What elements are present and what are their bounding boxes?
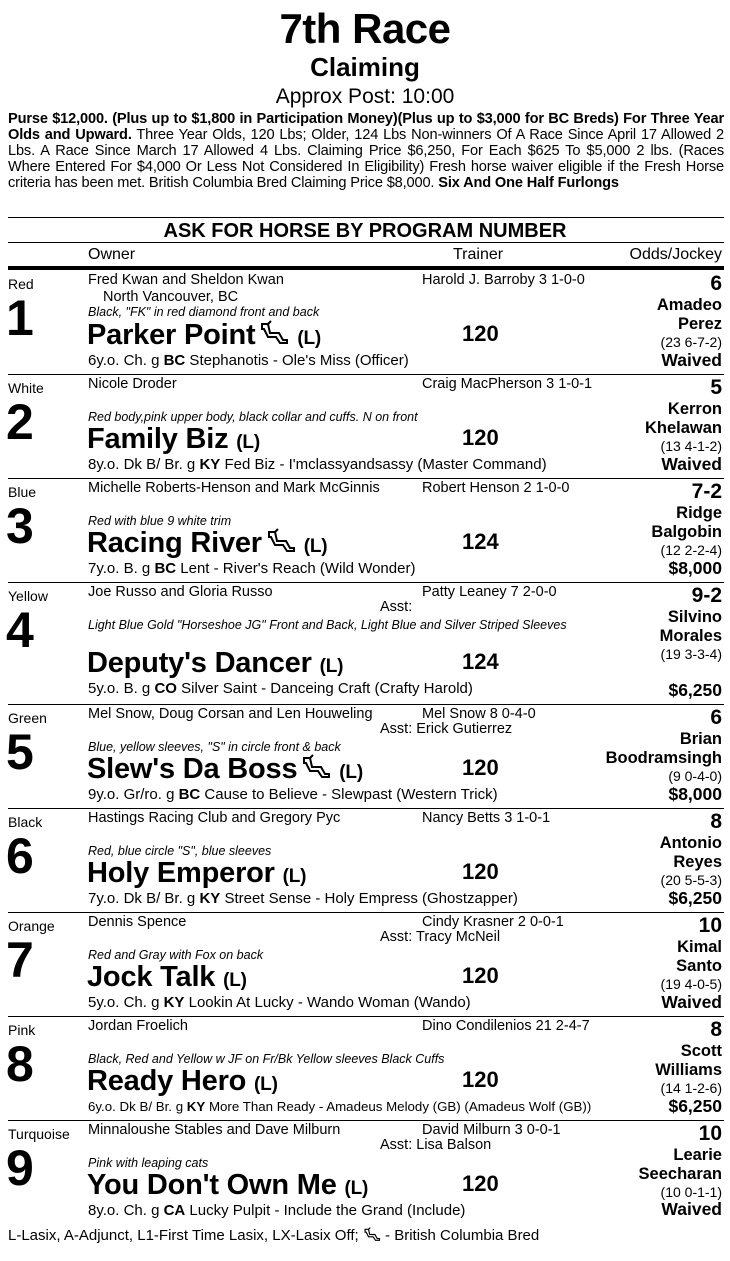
program-number: 8 — [6, 1036, 34, 1092]
horse-name-line — [87, 646, 343, 684]
jockey-stats: (9 0-4-0) — [668, 768, 722, 784]
jockey-last-name: Morales — [659, 627, 722, 645]
weight: 120 — [462, 425, 499, 450]
saddle-cloth-color: Blue — [8, 484, 37, 500]
jockey-last-name: Perez — [677, 315, 722, 333]
pedigree-age-sex: 7y.o. B. g — [88, 560, 155, 577]
horse-name-line — [87, 1168, 368, 1206]
pedigree-state-bred: KY — [186, 1099, 206, 1114]
claiming-price: Waived — [661, 992, 722, 1012]
jockey-last-name: Balgobin — [651, 523, 722, 541]
jockey-first-name: Scott — [680, 1042, 722, 1060]
jockey-stats: (23 6-7-2) — [660, 334, 722, 350]
pedigree-sire-dam: Stephanotis - Ole's Miss (Officer) — [185, 352, 409, 369]
jockey-stats: (14 1-2-6) — [660, 1080, 722, 1096]
horse-name: Family Biz — [87, 423, 229, 455]
silks-description: Light Blue Gold "Horseshoe JG" Front and Back, Light Blue and Silver Striped Sleeves — [88, 618, 567, 632]
entry-separator — [8, 808, 724, 809]
race-title: 7th Race — [279, 5, 451, 52]
pedigree-state-bred: BC — [178, 786, 201, 803]
pedigree-sire-dam: More Than Ready - Amadeus Melody (GB) (Amadeus Wolf (GB)) — [205, 1099, 592, 1114]
owner-name: Mel Snow, Doug Corsan and Len Houweling — [88, 706, 373, 722]
silks-description: Blue, yellow sleeves, "S" in circle front & back — [88, 740, 341, 754]
conditions-text: Three Year Olds, 120 Lbs; Older, 124 Lbs Non-winners Of A Race Since April 17 Allowed 2 Lbs. A Race Since March 17 Allowed 4 Lbs. Claiming Price $6,250, For Each $625 To $5,000 2 lbs. (Races Where Entered For $4,000 Or Less Not Considered In Eligibility) Fresh horse waiver eligible if the Fresh Horse criteria has been met. British Columbia Bred Claiming Price $8,000. — [8, 127, 724, 191]
pedigree — [88, 890, 518, 907]
pedigree-sire-dam: Lucky Pulpit - Include the Grand (Include) — [185, 1202, 466, 1219]
morning-line-odds: 6 — [710, 706, 722, 729]
horse-name: Racing River — [87, 527, 262, 559]
horse-name: You Don't Own Me — [87, 1169, 337, 1201]
jockey-stats: (10 0-1-1) — [660, 1184, 722, 1200]
saddle-cloth-color: Red — [8, 276, 34, 292]
program-number: 5 — [6, 724, 34, 780]
program-number: 1 — [6, 290, 34, 346]
horse-name-line — [87, 526, 327, 564]
pedigree-age-sex: 8y.o. Dk B/ Br. g — [88, 456, 200, 473]
pedigree-age-sex: 7y.o. Dk B/ Br. g — [88, 890, 200, 907]
bc-bred-legend: - British Columbia Bred — [380, 1227, 540, 1244]
assistant-trainer: Asst: Lisa Balson — [380, 1137, 492, 1153]
entry-row — [0, 582, 730, 704]
medication: (L) — [223, 970, 247, 991]
owner-name: Jordan Froelich — [88, 1018, 188, 1034]
medication-legend: L-Lasix, A-Adjunct, L1-First Time Lasix, LX-Lasix Off; — [8, 1227, 359, 1244]
program-number: 9 — [6, 1140, 34, 1196]
claiming-price: Waived — [661, 1199, 722, 1219]
entry-row — [0, 704, 730, 808]
pedigree-age-sex: 6y.o. Ch. g — [88, 352, 164, 369]
pedigree-sire-dam: Silver Saint - Danceing Craft (Crafty Harold) — [176, 680, 473, 697]
pedigree-state-bred: CA — [163, 1202, 186, 1219]
horse-name-line — [87, 856, 306, 894]
saddle-cloth-color: Orange — [8, 918, 55, 934]
pedigree — [88, 352, 409, 369]
weight: 120 — [462, 755, 499, 780]
bc-bred-icon — [266, 528, 296, 554]
silks-description: Red and Gray with Fox on back — [88, 948, 264, 962]
silks-description: Black, Red and Yellow w JF on Fr/Bk Yellow sleeves Black Cuffs — [88, 1052, 445, 1066]
jockey-stats: (19 3-3-4) — [660, 646, 722, 662]
pedigree-state-bred: KY — [199, 890, 221, 907]
owner-name: Joe Russo and Gloria Russo — [88, 584, 273, 600]
jockey-first-name: Learie — [673, 1146, 722, 1164]
entry-row — [0, 1120, 730, 1223]
medication: (L) — [282, 866, 307, 887]
saddle-cloth-color: White — [8, 380, 44, 396]
weight: 120 — [462, 963, 499, 988]
saddle-cloth-color: Pink — [8, 1022, 36, 1038]
entry-separator — [8, 1016, 724, 1017]
pedigree-sire-dam: Lookin At Lucky - Wando Woman (Wando) — [184, 994, 471, 1011]
owner-name: Dennis Spence — [88, 914, 187, 930]
header-rule — [8, 217, 724, 218]
jockey-last-name: Boodramsingh — [605, 749, 722, 767]
weight: 120 — [462, 1171, 499, 1196]
entry-separator — [8, 478, 724, 479]
horse-name: Parker Point — [87, 319, 256, 351]
assistant-trainer: Asst: — [380, 599, 413, 615]
claiming-price: $8,000 — [668, 784, 722, 804]
pedigree-state-bred: KY — [163, 994, 185, 1011]
entry-row — [0, 270, 730, 374]
owner-name: Michelle Roberts-Henson and Mark McGinnis — [88, 480, 380, 496]
horse-name-line — [87, 752, 363, 790]
horse-name: Ready Hero — [87, 1065, 247, 1097]
morning-line-odds: 8 — [710, 1018, 722, 1041]
jockey-first-name: Kimal — [677, 938, 722, 956]
silks-description: Red, blue circle "S", blue sleeves — [88, 844, 272, 858]
medication: (L) — [303, 536, 328, 557]
owner-location: North Vancouver, BC — [103, 289, 239, 305]
morning-line-odds: 5 — [710, 376, 722, 399]
medication: (L) — [344, 1178, 369, 1199]
bc-bred-icon — [363, 1227, 381, 1242]
horse-name-line — [87, 1064, 278, 1102]
owner-name: Minnaloushe Stables and Dave Milburn — [88, 1122, 341, 1138]
pedigree-state-bred: BC — [154, 560, 177, 577]
morning-line-odds: 6 — [710, 272, 722, 295]
entry-row — [0, 374, 730, 478]
medication: (L) — [254, 1074, 278, 1095]
claiming-price: Waived — [661, 350, 722, 370]
pedigree-sire-dam: Street Sense - Holy Empress (Ghostzapper) — [220, 890, 518, 907]
trainer-name: Dino Condilenios 21 2-4-7 — [422, 1018, 590, 1034]
banner-rule — [8, 242, 724, 243]
pedigree-age-sex: 6y.o. Dk B/ Br. g — [88, 1099, 187, 1114]
jockey-last-name: Seecharan — [638, 1165, 722, 1183]
morning-line-odds: 7-2 — [691, 480, 722, 503]
pedigree-state-bred: BC — [163, 352, 186, 369]
medication: (L) — [319, 656, 344, 677]
entry-separator — [8, 374, 724, 375]
bc-bred-icon — [301, 754, 331, 780]
owner-name: Fred Kwan and Sheldon Kwan — [88, 272, 284, 288]
saddle-cloth-color: Yellow — [8, 588, 48, 604]
weight: 120 — [462, 321, 499, 346]
trainer-name: Mel Snow 8 0-4-0 — [422, 706, 536, 722]
horse-name-line — [87, 422, 260, 460]
bc-bred-icon — [259, 320, 289, 346]
entry-separator — [8, 1120, 724, 1121]
jockey-last-name: Reyes — [673, 853, 722, 871]
jockey-last-name: Santo — [676, 957, 722, 975]
medication: (L) — [339, 762, 363, 783]
pedigree-sire-dam: Cause to Believe - Slewpast (Western Trick) — [200, 786, 498, 803]
horse-name: Deputy's Dancer — [87, 647, 312, 679]
horse-name: Jock Talk — [87, 961, 216, 993]
owner-name: Hastings Racing Club and Gregory Pyc — [88, 810, 341, 826]
morning-line-odds: 8 — [710, 810, 722, 833]
medication: (L) — [297, 328, 321, 349]
jockey-first-name: Kerron — [667, 400, 722, 418]
pedigree — [88, 994, 471, 1011]
pedigree-age-sex: 9y.o. Gr/ro. g — [88, 786, 179, 803]
pedigree — [88, 1202, 465, 1219]
assistant-trainer: Asst: Tracy McNeil — [380, 929, 501, 945]
pedigree-age-sex: 5y.o. Ch. g — [88, 994, 164, 1011]
entry-row — [0, 478, 730, 582]
entry-separator — [8, 582, 724, 583]
entry-row — [0, 808, 730, 912]
saddle-cloth-color: Green — [8, 710, 47, 726]
weight: 124 — [462, 529, 499, 554]
claiming-price: Waived — [661, 454, 722, 474]
pedigree — [88, 786, 498, 803]
program-number: 7 — [6, 932, 34, 988]
entry-row — [0, 1016, 730, 1120]
morning-line-odds: 9-2 — [691, 584, 722, 607]
trainer-name: Robert Henson 2 1-0-0 — [422, 480, 570, 496]
weight: 120 — [462, 1067, 499, 1092]
weight: 124 — [462, 649, 499, 674]
pedigree-sire-dam: Lent - River's Reach (Wild Wonder) — [176, 560, 416, 577]
footer-legend — [8, 1227, 539, 1245]
pedigree-sire-dam: Fed Biz - I'mclassyandsassy (Master Command) — [220, 456, 547, 473]
silks-description: Pink with leaping cats — [88, 1156, 209, 1170]
pedigree-age-sex: 8y.o. Ch. g — [88, 1202, 164, 1219]
entry-separator — [8, 704, 724, 705]
program-number: 3 — [6, 498, 34, 554]
morning-line-odds: 10 — [698, 914, 722, 937]
horse-name: Holy Emperor — [87, 857, 275, 889]
odds-jockey-column-header: Odds/Jockey — [629, 246, 722, 263]
pedigree — [88, 456, 547, 473]
silks-description: Red with blue 9 white trim — [88, 514, 232, 528]
pedigree — [88, 680, 473, 697]
post-time: Approx Post: 10:00 — [275, 85, 455, 108]
program-number: 4 — [6, 602, 34, 658]
horse-name: Slew's Da Boss — [87, 753, 298, 785]
jockey-last-name: Khelawan — [644, 419, 722, 437]
pedigree — [88, 1098, 591, 1115]
jockey-first-name: Ridge — [676, 504, 722, 522]
jockey-last-name: Williams — [655, 1061, 722, 1079]
conditions-distance: Six And One Half Furlongs — [438, 175, 619, 191]
pedigree — [88, 560, 415, 577]
conditions-purse: Purse $12,000. (Plus up to $1,800 in Participation Money)(Plus up to $3,000 for BC Breds) For Three Year Olds and Upward. — [8, 111, 724, 143]
entry-row — [0, 912, 730, 1016]
program-number: 6 — [6, 828, 34, 884]
claiming-price: $6,250 — [668, 1096, 722, 1116]
horse-name-line — [87, 960, 247, 998]
entry-separator — [8, 912, 724, 913]
jockey-stats: (12 2-2-4) — [660, 542, 722, 558]
trainer-name: Cindy Krasner 2 0-0-1 — [422, 914, 564, 930]
morning-line-odds: 10 — [698, 1122, 722, 1145]
trainer-column-header: Trainer — [453, 246, 504, 263]
trainer-name: Harold J. Barroby 3 1-0-0 — [422, 272, 585, 288]
medication: (L) — [236, 432, 260, 453]
jockey-first-name: Brian — [679, 730, 722, 748]
jockey-stats: (19 4-0-5) — [660, 976, 722, 992]
jockey-first-name: Silvino — [667, 608, 722, 626]
weight: 120 — [462, 859, 499, 884]
program-banner: ASK FOR HORSE BY PROGRAM NUMBER — [163, 220, 567, 242]
race-conditions — [8, 111, 724, 191]
claiming-price: $6,250 — [668, 680, 722, 700]
pedigree-age-sex: 5y.o. B. g — [88, 680, 155, 697]
trainer-name: Craig MacPherson 3 1-0-1 — [422, 376, 593, 392]
jockey-stats: (20 5-5-3) — [660, 872, 722, 888]
jockey-first-name: Antonio — [659, 834, 722, 852]
trainer-name: Patty Leaney 7 2-0-0 — [422, 584, 557, 600]
pedigree-state-bred: KY — [199, 456, 221, 473]
claiming-price: $8,000 — [668, 558, 722, 578]
program-number: 2 — [6, 394, 34, 450]
jockey-stats: (13 4-1-2) — [660, 438, 722, 454]
claiming-price: $6,250 — [668, 888, 722, 908]
pedigree-state-bred: CO — [154, 680, 177, 697]
saddle-cloth-color: Black — [8, 814, 43, 830]
race-type: Claiming — [310, 52, 420, 82]
trainer-name: Nancy Betts 3 1-0-1 — [422, 810, 551, 826]
silks-description: Red body,pink upper body, black collar and cuffs. N on front — [88, 410, 418, 424]
trainer-name: David Milburn 3 0-0-1 — [422, 1122, 561, 1138]
silks-description: Black, "FK" in red diamond front and back — [88, 305, 320, 319]
owner-column-header: Owner — [88, 246, 136, 263]
horse-name-line — [87, 318, 321, 356]
jockey-first-name: Amadeo — [656, 296, 722, 314]
saddle-cloth-color: Turquoise — [8, 1126, 70, 1142]
assistant-trainer: Asst: Erick Gutierrez — [380, 721, 513, 737]
owner-name: Nicole Droder — [88, 376, 177, 392]
